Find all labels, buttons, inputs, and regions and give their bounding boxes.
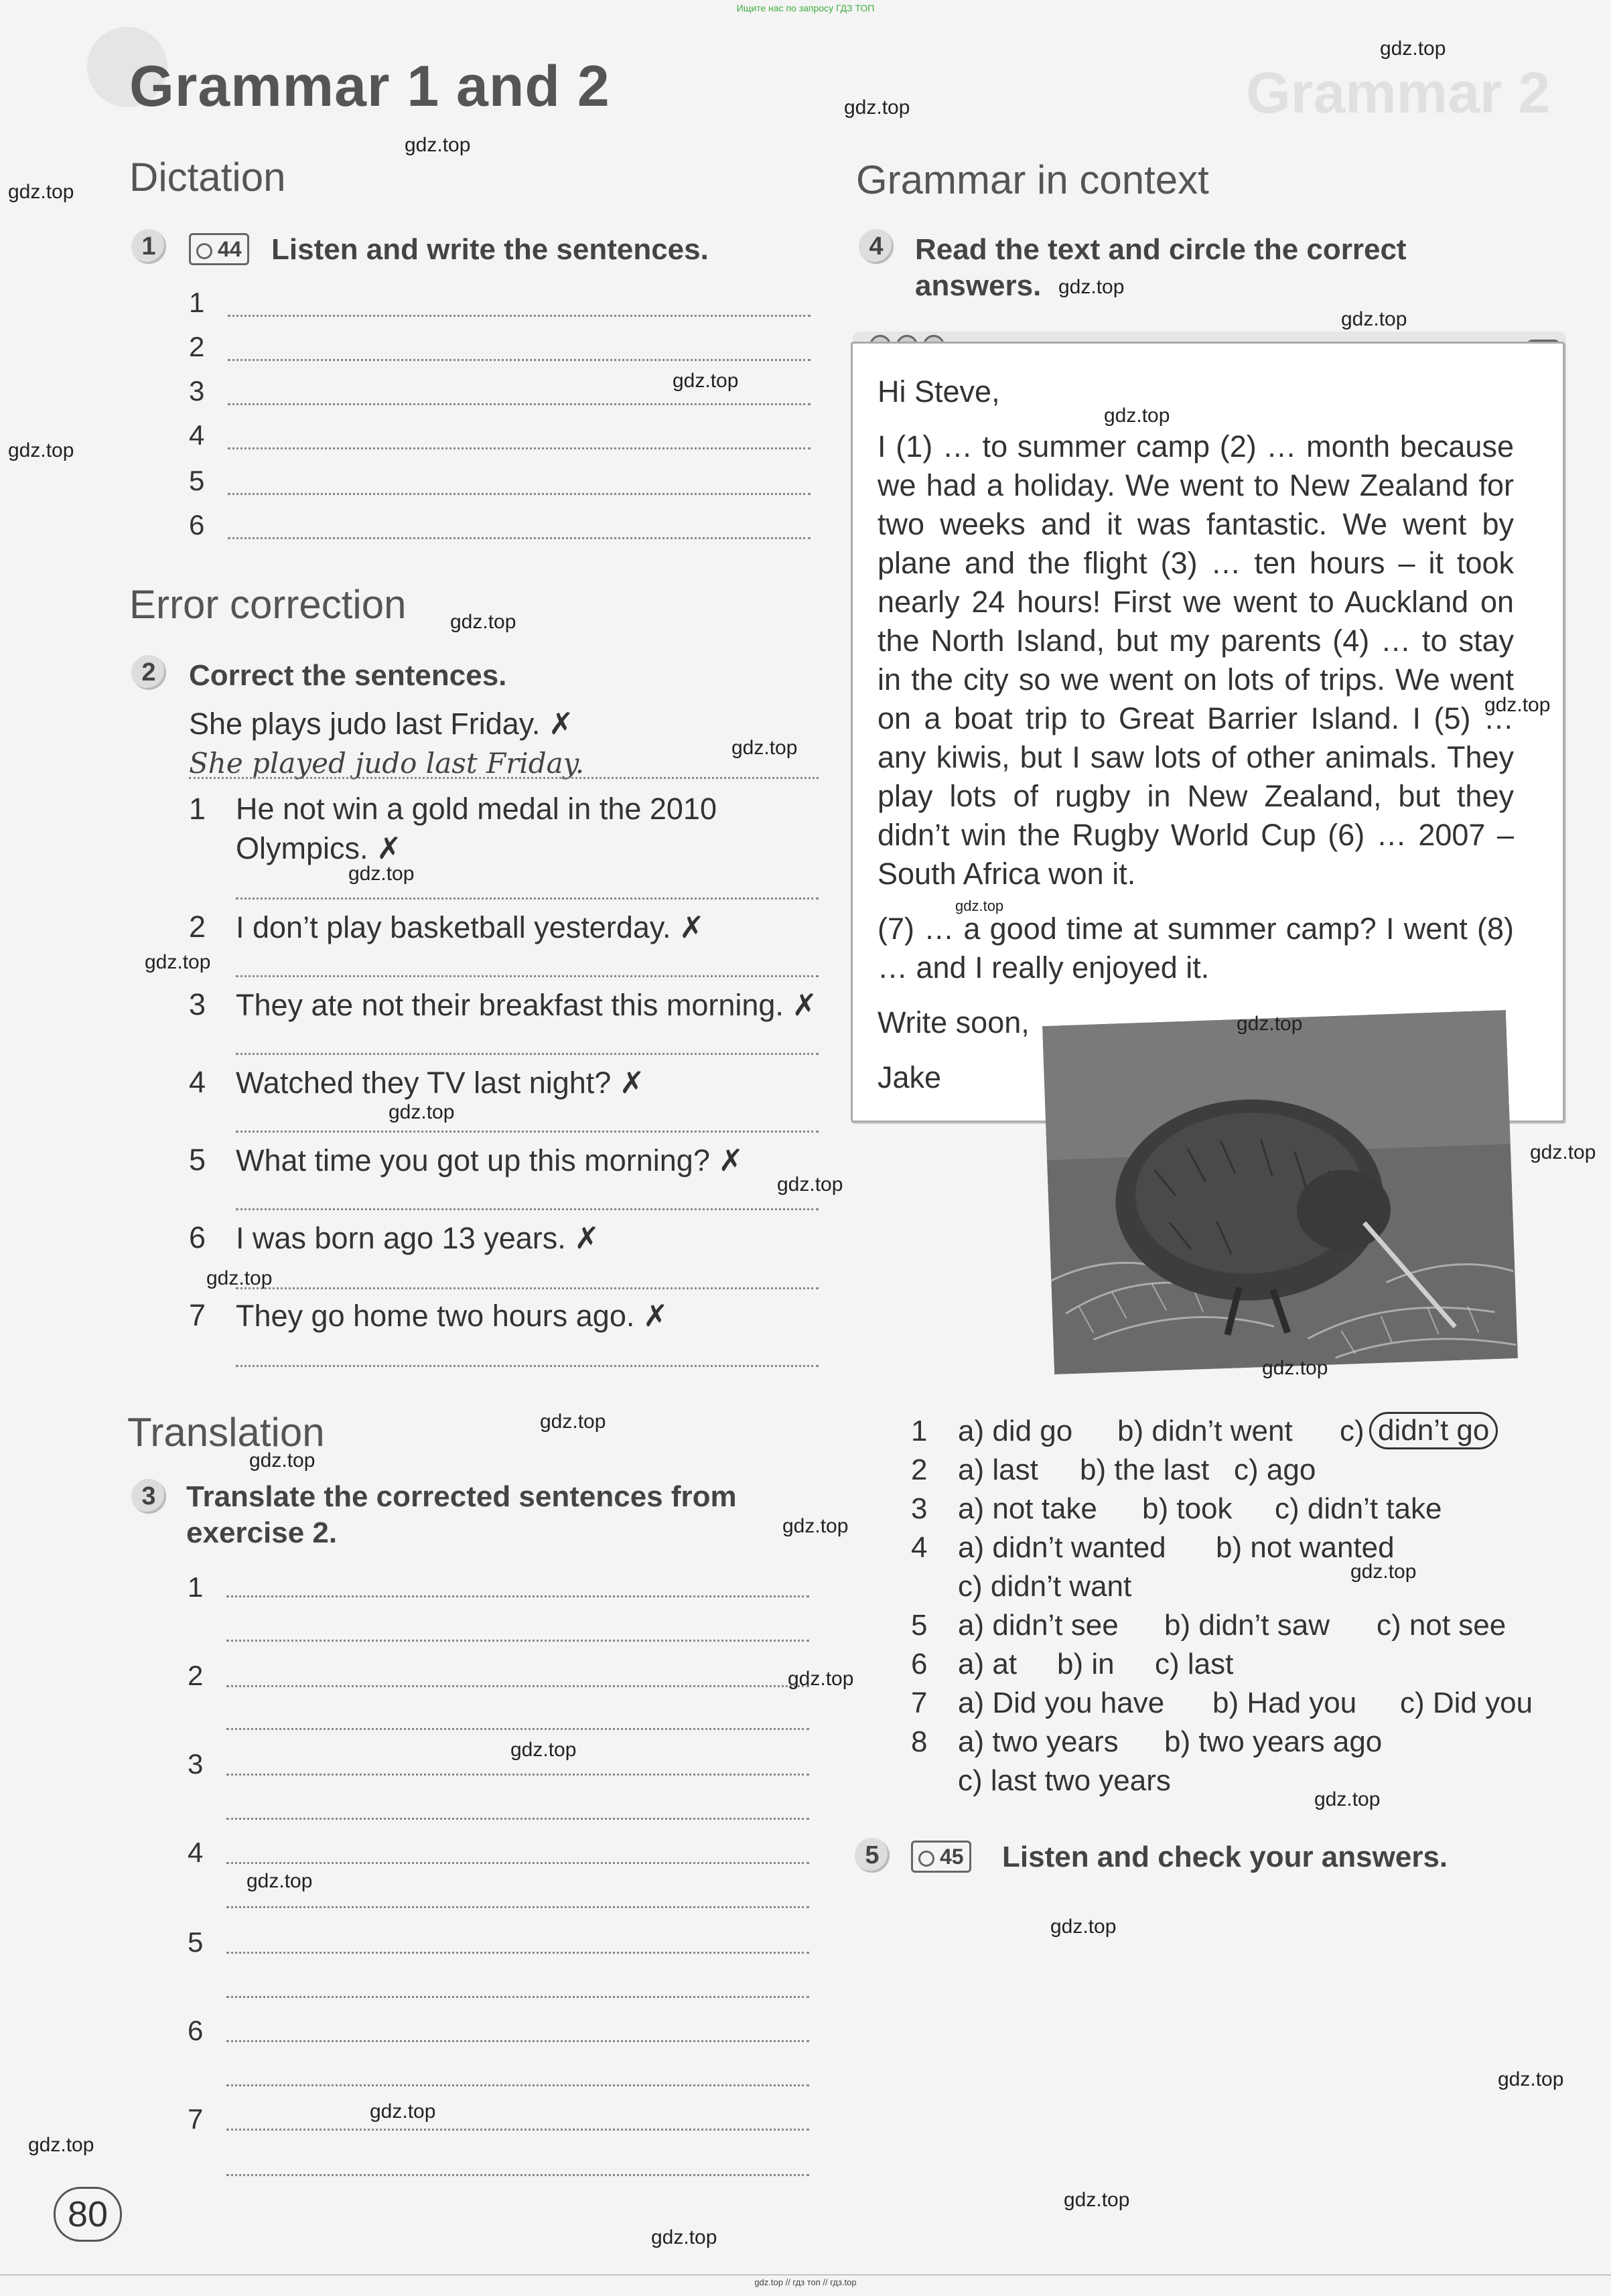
dictation-line-number: 5 xyxy=(189,465,205,496)
translation-answer-line[interactable] xyxy=(226,1595,809,1597)
answer-option-b[interactable]: b) the last xyxy=(1080,1453,1210,1486)
watermark: gdz.top xyxy=(247,1870,313,1892)
watermark: gdz.top xyxy=(370,2100,436,2123)
translation-line-number: 5 xyxy=(188,1926,204,1958)
answer-option-c-label: c) xyxy=(1340,1415,1364,1447)
audio-track-label: 44 xyxy=(218,237,242,261)
answer-number: 1 xyxy=(911,1415,928,1447)
watermark: gdz.top xyxy=(1237,1013,1303,1035)
correction-answer-line[interactable] xyxy=(236,898,819,900)
translation-answer-line[interactable] xyxy=(226,1862,809,1864)
dictation-answer-line[interactable] xyxy=(228,403,811,405)
watermark: gdz.top xyxy=(1380,38,1446,60)
kiwi-bird-illustration xyxy=(1042,1010,1518,1374)
example-sentence: She plays judo last Friday. ✗ xyxy=(189,707,574,741)
watermark: gdz.top xyxy=(348,863,415,885)
translation-line-number: 4 xyxy=(188,1837,204,1868)
watermark: gdz.top xyxy=(1104,405,1170,427)
watermark: gdz.top xyxy=(1262,1357,1328,1379)
watermark: gdz.top xyxy=(206,1267,273,1289)
audio-track-label: 45 xyxy=(940,1845,964,1869)
translation-answer-line[interactable] xyxy=(226,1952,809,1954)
answer-option-c[interactable]: c) last xyxy=(1155,1648,1234,1680)
item-sentence: I was born ago 13 years. ✗ xyxy=(236,1221,600,1255)
translation-answer-line[interactable] xyxy=(226,1774,809,1776)
answer-option-b[interactable]: b) not wanted xyxy=(1216,1531,1395,1564)
dictation-line-number: 1 xyxy=(189,287,205,318)
correction-answer-line[interactable] xyxy=(236,975,819,977)
dictation-line-number: 6 xyxy=(189,509,205,541)
watermark: gdz.top xyxy=(1341,308,1407,330)
exercise-1-instruction: Listen and write the sentences. xyxy=(271,233,709,266)
answer-number: 7 xyxy=(911,1687,928,1719)
answer-option-c[interactable]: c) didn’t take xyxy=(1275,1492,1442,1525)
answer-option-b[interactable]: b) in xyxy=(1057,1648,1115,1680)
example-answer: She played judo last Friday. xyxy=(189,747,585,780)
answer-option-c[interactable]: c) not see xyxy=(1377,1609,1507,1642)
watermark: gdz.top xyxy=(1058,276,1125,298)
translation-line-number: 3 xyxy=(188,1748,204,1780)
watermark: gdz.top xyxy=(1314,1788,1381,1810)
watermark: gdz.top xyxy=(8,439,74,461)
watermark: gdz.top xyxy=(651,2226,717,2248)
watermark: gdz.top xyxy=(389,1101,455,1123)
dictation-line-number: 3 xyxy=(189,375,205,407)
item-sentence: They ate not their breakfast this morning. ✗ xyxy=(236,988,818,1022)
exercise-4-instruction: Read the text and circle the correct xyxy=(915,233,1407,266)
watermark: gdz.top xyxy=(777,1173,843,1196)
dictation-answer-line[interactable] xyxy=(228,493,811,495)
correction-answer-line[interactable] xyxy=(236,1365,819,1367)
exercise-3-instruction: Translate the corrected sentences from xyxy=(186,1480,737,1513)
translation-answer-line[interactable] xyxy=(226,1728,809,1730)
item-sentence: I don’t play basketball yesterday. ✗ xyxy=(236,910,705,944)
watermark: gdz.top xyxy=(844,96,910,119)
answer-option-b[interactable]: b) didn’t saw xyxy=(1164,1609,1330,1642)
correction-answer-line[interactable] xyxy=(236,1208,819,1210)
watermark: gdz.top xyxy=(1498,2068,1564,2090)
answer-option-a[interactable]: a) did go xyxy=(958,1415,1073,1447)
answer-option-a[interactable]: a) Did you have xyxy=(958,1687,1165,1719)
translation-line-number: 6 xyxy=(188,2015,204,2046)
item-sentence-cont: Olympics. ✗ xyxy=(236,831,402,865)
answer-option-a[interactable]: a) didn’t see xyxy=(958,1609,1119,1642)
dictation-answer-line[interactable] xyxy=(228,537,811,539)
answer-option-c[interactable]: c) Did you xyxy=(1400,1687,1533,1719)
translation-answer-line[interactable] xyxy=(226,2129,809,2131)
watermark: gdz.top xyxy=(782,1515,849,1537)
exercise-5-instruction: Listen and check your answers. xyxy=(1002,1841,1448,1873)
answer-number: 2 xyxy=(911,1453,928,1486)
correction-answer-line[interactable] xyxy=(236,1053,819,1055)
top-note: Ищите нас по запросу ГДЗ ТОП xyxy=(736,3,875,13)
translation-answer-line[interactable] xyxy=(226,1685,809,1687)
item-sentence: He not win a gold medal in the 2010 xyxy=(236,792,717,826)
dictation-answer-line[interactable] xyxy=(228,359,811,361)
item-number: 7 xyxy=(189,1298,206,1332)
watermark: gdz.top xyxy=(540,1411,606,1433)
answer-option-b[interactable]: b) took xyxy=(1142,1492,1233,1525)
translation-answer-line[interactable] xyxy=(226,2084,809,2086)
error-correction-heading: Error correction xyxy=(129,582,407,627)
watermark: gdz.top xyxy=(1064,2189,1130,2211)
answer-option-c[interactable]: c) didn’t want xyxy=(958,1570,1132,1603)
exercise-2-number: 2 xyxy=(131,655,166,690)
item-number: 2 xyxy=(189,910,206,944)
page-title: Grammar 1 and 2 xyxy=(129,54,610,119)
watermark: gdz.top xyxy=(1484,694,1551,716)
translation-answer-line[interactable] xyxy=(226,1640,809,1642)
watermark: gdz.top xyxy=(731,737,798,759)
answer-option-b[interactable]: b) Had you xyxy=(1212,1687,1357,1719)
ghost-title: Grammar 2 xyxy=(1246,61,1551,125)
answer-option-a[interactable]: a) two years xyxy=(958,1725,1119,1758)
exercise-1-number: 1 xyxy=(131,229,166,264)
audio-track-44[interactable] xyxy=(189,233,249,265)
item-sentence: What time you got up this morning? ✗ xyxy=(236,1143,744,1177)
watermark: gdz.top xyxy=(788,1668,854,1690)
translation-answer-line[interactable] xyxy=(226,1906,809,1908)
email-signature: Jake xyxy=(878,1060,942,1094)
translation-line-number: 7 xyxy=(188,2103,204,2135)
watermark: gdz.top xyxy=(249,1449,316,1472)
item-number: 4 xyxy=(189,1065,206,1099)
watermark: gdz.top xyxy=(1530,1141,1596,1163)
audio-track-45[interactable] xyxy=(911,1841,971,1873)
item-sentence: Watched they TV last night? ✗ xyxy=(236,1066,645,1100)
answer-number: 4 xyxy=(911,1531,928,1564)
answer-option-a[interactable]: a) at xyxy=(958,1648,1018,1680)
answer-option-c[interactable]: c) ago xyxy=(1234,1453,1316,1486)
dictation-line-number: 2 xyxy=(189,331,205,362)
audio-disc-icon xyxy=(196,243,212,259)
dictation-line-number: 4 xyxy=(189,419,205,451)
item-sentence: They go home two hours ago. ✗ xyxy=(236,1299,669,1333)
answer-option-c-circled[interactable]: didn’t go xyxy=(1369,1412,1498,1449)
email-paragraph-1: I (1) … to summer camp (2) … month because we had a holiday. We went to New Zealand for two weeks and it was fantastic. We went by plane and the flight (3) … ten hours – it took nearly 24 hours! First we went to Auckland on the North Island, but my parents (4) … to stay in the city so we went on lots of trips. We went on a boat trip to Great Barrier Island. I (5) … any kiwis, but I saw lots of other animals. They play lots of rugby in New Zealand, but they didn’t win the Rugby World Cup (6) … 2007 – South Africa won it. xyxy=(878,429,1514,891)
item-number: 6 xyxy=(189,1220,206,1254)
kiwi-photo xyxy=(1042,1010,1518,1374)
exercise-4-instruction-cont: answers. xyxy=(915,269,1042,302)
email-greeting: Hi Steve, xyxy=(878,374,1000,409)
page-number: 80 xyxy=(54,2187,122,2242)
translation-line-number: 1 xyxy=(188,1571,204,1603)
watermark: gdz.top xyxy=(955,898,1004,914)
watermark: gdz.top xyxy=(1350,1561,1417,1583)
example-answer-line xyxy=(189,777,819,779)
answer-number: 6 xyxy=(911,1648,928,1680)
watermark: gdz.top xyxy=(8,181,74,203)
answer-number: 8 xyxy=(911,1725,928,1758)
exercise-2-instruction: Correct the sentences. xyxy=(189,659,507,692)
email-paragraph-2: (7) … a good time at summer camp? I went (8) … and I really enjoyed it. xyxy=(878,912,1514,985)
watermark: gdz.top xyxy=(28,2134,94,2156)
answer-option-a[interactable]: a) last xyxy=(958,1453,1038,1486)
exercise-5-number: 5 xyxy=(855,1838,890,1873)
audio-disc-icon xyxy=(918,1851,934,1867)
answer-option-b[interactable]: b) two years ago xyxy=(1164,1725,1383,1758)
answer-number: 5 xyxy=(911,1609,928,1642)
watermark: gdz.top xyxy=(673,370,739,392)
bottom-note: gdz.top // гдз топ // гдз.top xyxy=(754,2277,857,2287)
dictation-heading: Dictation xyxy=(129,155,286,200)
correction-answer-line[interactable] xyxy=(236,1287,819,1289)
dictation-answer-line[interactable] xyxy=(228,447,811,449)
item-number: 1 xyxy=(189,792,206,826)
answer-option-c[interactable]: c) last two years xyxy=(958,1764,1171,1797)
answer-option-a[interactable]: a) not take xyxy=(958,1492,1097,1525)
answer-number: 3 xyxy=(911,1492,928,1525)
item-number: 5 xyxy=(189,1143,206,1177)
watermark: gdz.top xyxy=(405,134,471,156)
answer-option-b[interactable]: b) didn’t went xyxy=(1117,1415,1293,1447)
grammar-in-context-heading: Grammar in context xyxy=(856,157,1209,202)
translation-answer-line[interactable] xyxy=(226,2174,809,2176)
translation-answer-line[interactable] xyxy=(226,1818,809,1820)
exercise-4-number: 4 xyxy=(859,229,894,264)
email-signoff: Write soon, xyxy=(878,1005,1030,1039)
watermark: gdz.top xyxy=(145,951,211,973)
watermark: gdz.top xyxy=(510,1739,577,1761)
watermark: gdz.top xyxy=(450,611,516,633)
translation-line-number: 2 xyxy=(188,1660,204,1691)
email-body xyxy=(878,372,1514,1113)
translation-answer-line[interactable] xyxy=(226,1996,809,1998)
watermark: gdz.top xyxy=(1050,1916,1117,1938)
answer-option-a[interactable]: a) didn’t wanted xyxy=(958,1531,1166,1564)
exercise-3-instruction-cont: exercise 2. xyxy=(186,1516,338,1549)
exercise-3-number: 3 xyxy=(131,1479,166,1514)
dictation-answer-line[interactable] xyxy=(228,315,811,317)
translation-answer-line[interactable] xyxy=(226,2040,809,2042)
item-number: 3 xyxy=(189,987,206,1021)
translation-heading: Translation xyxy=(127,1410,325,1455)
correction-answer-line[interactable] xyxy=(236,1131,819,1133)
